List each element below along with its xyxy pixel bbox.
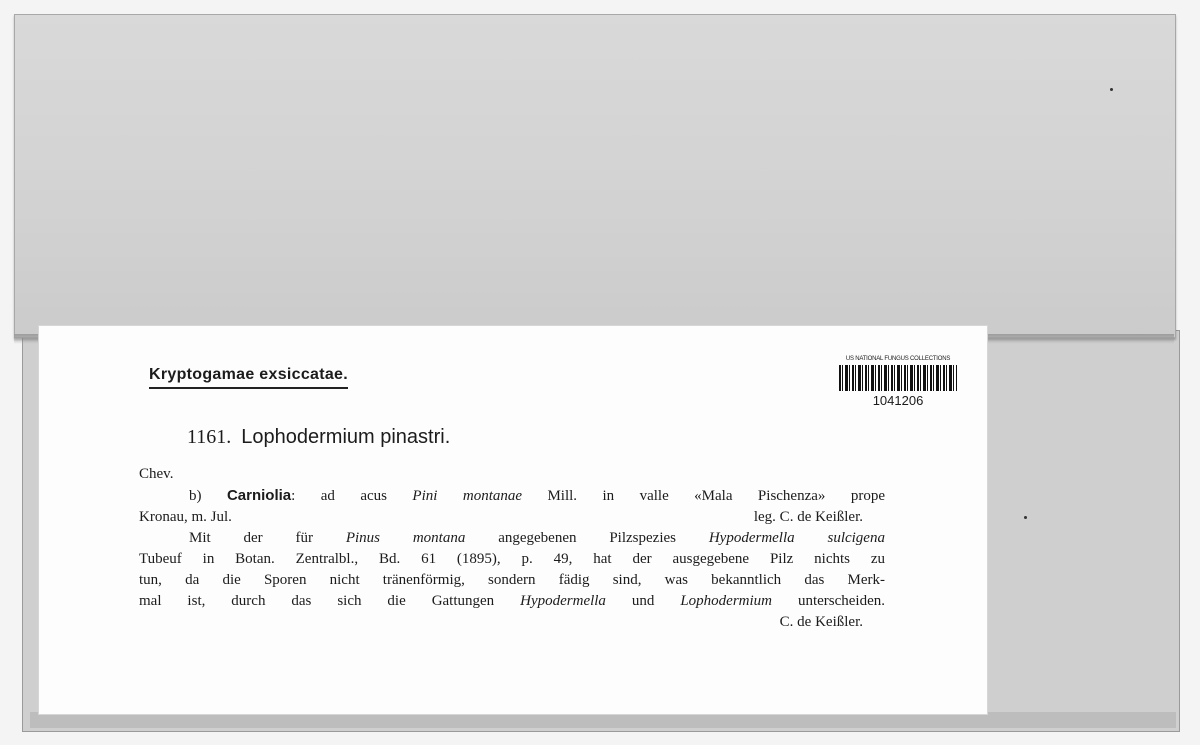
locality-region: Carniolia — [226, 487, 292, 504]
specimen-label — [38, 325, 988, 715]
note-line-1 — [139, 528, 885, 549]
note-text: tun, da die Sporen nicht tränenförmig, sondern fädig sind, was bekanntlich das Merk- — [139, 572, 885, 588]
note-text: unterscheiden. — [772, 593, 885, 609]
note-taxon: Lophodermium — [680, 593, 772, 609]
label-body — [139, 464, 885, 633]
note-text: mal ist, durch das sich die Gattungen — [139, 593, 521, 609]
locality-text-1: : ad acus — [291, 488, 413, 504]
locality-continued: Kronau, m. Jul. — [139, 509, 232, 525]
note-line-3 — [139, 570, 885, 591]
note-taxon: Hypodermella sulcigena — [708, 530, 885, 546]
host-plant: Pini montanae — [412, 488, 523, 504]
note-line-4 — [139, 591, 885, 612]
note-taxon: Hypodermella — [520, 593, 606, 609]
signature-line — [139, 612, 885, 633]
exsiccata-number: 1161. — [187, 426, 232, 448]
speck-mark — [1110, 88, 1113, 91]
note-line-2 — [139, 549, 885, 570]
collector: leg. C. de Keißler. — [753, 509, 863, 525]
note-text: und — [605, 593, 681, 609]
note-text: Mit der für — [189, 530, 346, 546]
authority: Chev. — [139, 466, 174, 482]
species-name: Lophodermium pinastri. — [241, 426, 451, 448]
locality-line — [139, 485, 885, 507]
barcode-image — [839, 365, 957, 391]
note-text: Tubeuf in Botan. Zentralbl., Bd. 61 (1895), p. 49, hat der ausgegebene Pilz nichts zu — [139, 551, 885, 567]
speck-mark — [1024, 516, 1027, 519]
authority-line — [139, 464, 885, 485]
specimen-packet-flap — [14, 14, 1176, 338]
note-text: angegebenen Pilzspezies — [465, 530, 709, 546]
series-title: Kryptogamae exsiccatae. — [149, 366, 348, 389]
locality-line-2 — [139, 507, 885, 528]
locality-letter: b) — [189, 488, 202, 504]
barcode-block — [835, 356, 961, 408]
locality-text-2: Mill. in valle «Mala Pischenza» prope — [522, 488, 885, 504]
note-taxon: Pinus montana — [345, 530, 466, 546]
barcode-caption: US NATIONAL FUNGUS COLLECTIONS — [845, 356, 951, 362]
specimen-title — [187, 426, 450, 449]
barcode-number: 1041206 — [872, 393, 924, 408]
signature: C. de Keißler. — [779, 614, 863, 630]
